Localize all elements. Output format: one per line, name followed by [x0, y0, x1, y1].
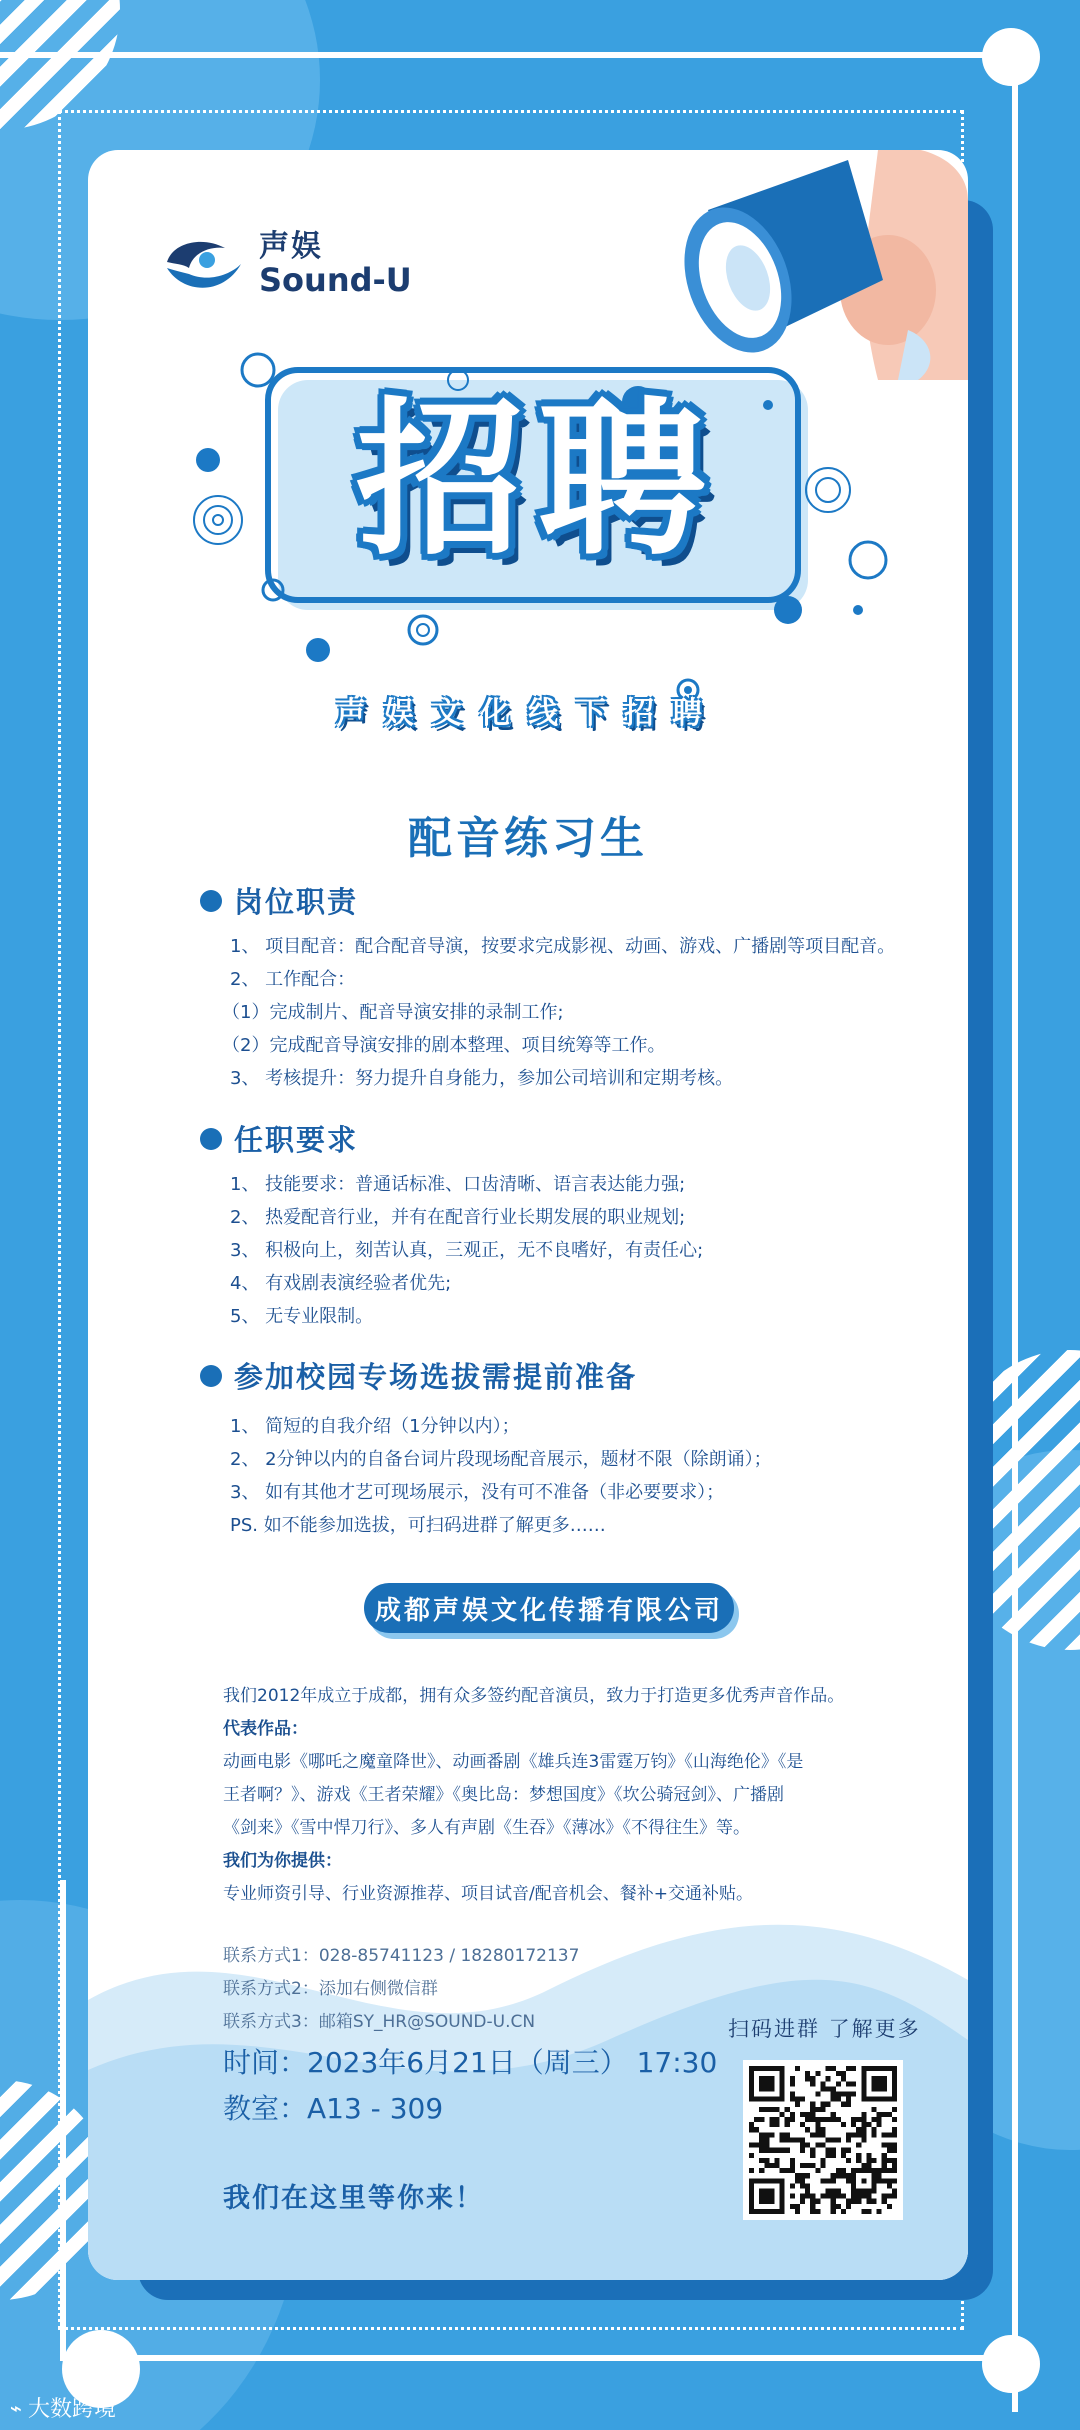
company-intro: 我们2012年成立于成都，拥有众多签约配音演员，致力于打造更多优秀声音作品。	[223, 1686, 845, 1706]
list-item: 1、 项目配音：配合配音导演，按要求完成影视、动画、游戏、广播剧等项目配音。	[230, 936, 896, 957]
watermark	[10, 2392, 116, 2423]
frame-line	[0, 52, 1020, 58]
qr-code[interactable]	[743, 2060, 903, 2220]
event-room: 教室：A13 - 309	[223, 2092, 444, 2125]
list-item: 3、 积极向上，刻苦认真，三观正，无不良嗜好，有责任心;	[230, 1240, 704, 1261]
event-info	[223, 2040, 717, 2132]
brand-name-cn: 声娱	[259, 229, 323, 264]
list-item: 2、 工作配合：	[230, 969, 356, 990]
bullet-dot-icon	[200, 1365, 222, 1387]
section-heading-duties	[200, 880, 358, 921]
logo-wave-icon	[163, 234, 243, 294]
headline-title: 招聘	[356, 382, 720, 578]
section-heading-requirements	[200, 1118, 358, 1159]
poster-card	[88, 150, 968, 2280]
frame-line	[1012, 52, 1018, 2412]
list-item: 4、 有戏剧表演经验者优先;	[230, 1273, 452, 1294]
list-item: 3、 如有其他才艺可现场展示，没有可不准备（非必要要求）；	[230, 1482, 725, 1503]
bullet-dot-icon	[200, 890, 222, 912]
contact-item: 联系方式2：添加右侧微信群	[223, 1979, 438, 1999]
bullet-dot-icon	[200, 1128, 222, 1150]
qr-caption: 扫码进群 了解更多	[728, 2017, 921, 2041]
list-item: 3、 考核提升：努力提升自身能力，参加公司培训和定期考核。	[230, 1068, 734, 1089]
offer-label: 我们为你提供：	[223, 1851, 342, 1871]
contact-item: 联系方式3：邮箱SY_HR@SOUND-U.CN	[223, 2012, 536, 2032]
position-title: 配音练习生	[408, 813, 648, 864]
section-heading-text: 岗位职责	[234, 885, 359, 919]
requirements-list	[230, 1168, 930, 1333]
watermark-text: 大数跨境	[28, 2397, 117, 2422]
section-heading-text: 参加校园专场选拔需提前准备	[234, 1360, 638, 1394]
frame-line	[60, 2355, 1020, 2361]
brand-logo	[163, 229, 412, 299]
brand-name-en: Sound-U	[259, 261, 412, 299]
works-line: 王者啊？》、游戏《王者荣耀》《奥比岛：梦想国度》《坎公骑冠剑》、广播剧	[223, 1785, 784, 1805]
offer-text: 专业师资引导、行业资源推荐、项目试音/配音机会、餐补+交通补贴。	[223, 1884, 753, 1904]
section-heading-text: 任职要求	[234, 1123, 359, 1157]
event-time: 时间：2023年6月21日（周三） 17:30	[223, 2046, 718, 2079]
list-item: 1、 技能要求：普通话标准、口齿清晰、语言表达能力强;	[230, 1174, 686, 1195]
list-item: PS. 如不能参加选拔，可扫码进群了解更多……	[230, 1515, 606, 1536]
list-item: （1）完成制片、配音导演安排的录制工作;	[222, 1002, 564, 1023]
company-about	[223, 1680, 913, 1911]
headline-subtitle: 声娱文化线下招聘	[336, 696, 720, 731]
contact-item: 联系方式1：028-85741123 / 18280172137	[223, 1946, 580, 1966]
list-item: （2）完成配音导演安排的剧本整理、项目统筹等工作。	[222, 1035, 666, 1056]
duties-list	[222, 930, 930, 1095]
preparation-list	[230, 1410, 930, 1542]
list-item: 2、 2分钟以内的自备台词片段现场配音展示，题材不限（除朗诵）；	[230, 1449, 772, 1470]
works-label: 代表作品：	[223, 1719, 308, 1739]
closing-text: 我们在这里等你来！	[223, 2183, 484, 2214]
list-item: 1、 简短的自我介绍（1分钟以内）；	[230, 1416, 520, 1437]
list-item: 2、 热爱配音行业，并有在配音行业长期发展的职业规划;	[230, 1207, 686, 1228]
watermark-logo-icon: ⌁	[10, 2395, 23, 2420]
qr-code-icon	[749, 2066, 897, 2214]
frame-dot	[982, 2335, 1040, 2393]
works-line: 动画电影《哪吒之魔童降世》、动画番剧《雄兵连3雷霆万钧》《山海绝伦》《是	[223, 1752, 804, 1772]
frame-dot	[982, 28, 1040, 86]
list-item: 5、 无专业限制。	[230, 1306, 374, 1327]
section-heading-preparation	[200, 1355, 637, 1396]
company-name-badge: 成都声娱文化传播有限公司	[364, 1583, 734, 1633]
contact-list	[223, 1940, 579, 2039]
megaphone-icon	[668, 150, 968, 380]
works-line: 《剑来》《雪中悍刀行》、多人有声剧《生吞》《薄冰》《不得往生》等。	[223, 1818, 750, 1838]
